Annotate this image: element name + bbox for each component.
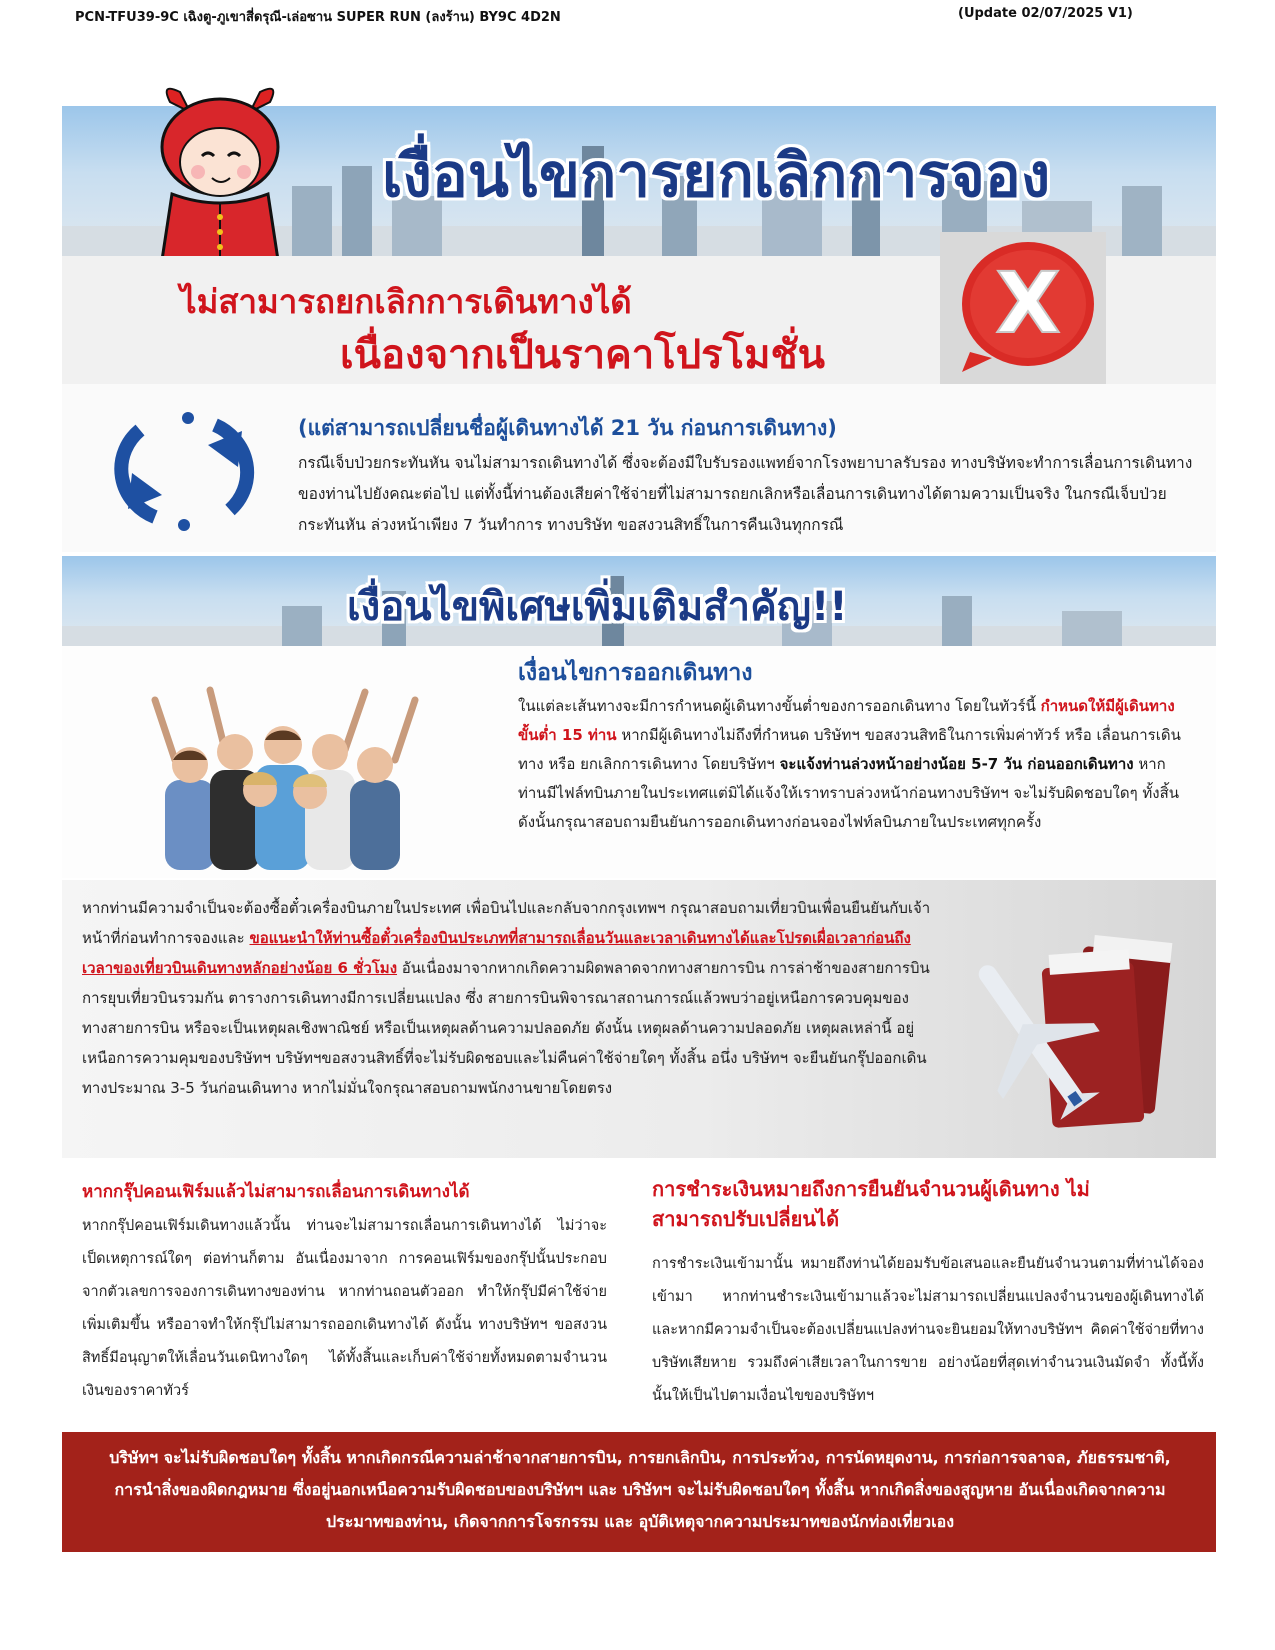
promo-reason-heading: เนื่องจากเป็นราคาโปรโมชั่น [340, 332, 825, 378]
group-confirmed-body: หากกรุ๊ปคอนเฟิร์มเดินทางแล้วนั้น ท่านจะไม่สามารถเลื่อนการเดินทางได้ ไม่ว่าจะเป็ดเหตุการณ์ใดๆ ต่อท่านก็ตาม อันเนื่องมาจาก การคอนเฟิร์มของกรุ๊ปนั้นประกอบจากตัวเลขการจองการเดินทางของท่าน หากท่านถอนตัวออก ทำให้กรุ๊ปมีค่าใช้จ่ายเพิ่มเติมขึ้น หรืออาจทำให้กรุ๊ปไม่สามารถออกเดินทางได้ ดังนั้น ทางบริษัทฯ ขอสงวนสิทธิ์มีอนุญาตให้เลื่อนวันเดนิทางใดๆ ได้ทั้งสิ้นและเก็บค่าใช้จ่ายทั้งหมดตามจำนวนเงินของราคาทัวร์ [82, 1218, 607, 1399]
doc-header-title: PCN-TFU39-9C เฉิงตู-ภูเขาสี่ดรุณี-เล่อซาน SUPER RUN (ลงร้าน) BY9C 4D2N [75, 10, 561, 25]
refresh-arrows-icon [110, 405, 260, 535]
x-mark-glyph: X [995, 254, 1061, 352]
doc-update-date: (Update 02/07/2025 V1) [958, 6, 1133, 21]
departure-min-pax: กำหนดให้มีผู้เดินทางขั้นต่ำ 15 ท่าน [518, 697, 1175, 744]
payment-body: การชำระเงินเข้ามานั้น หมายถึงท่านได้ยอมรับข้อเสนอและยืนยันจำนวนตามที่ท่านได้จองเข้ามา หากท่านชำระเงินเข้ามาแล้วจะไม่สามารถเปลี่ยนแปลงจำนวนของผู้เดินทางได้และหากมีความจำเป็นจะต้องเปลี่ยนแปลงท่านจะยินยอมให้ทางบริษัทฯ คิดค่าใช้จ่ายที่ทางบริษัทเสียหาย รวมถึงค่าเสียเวลาในการขาย อย่างน้อยที่สุดเท่าจำนวนเงินมัดจำ ทั้งนี้ทั้งนั้นให้เป็นไปตามเงื่อนไขของบริษัทฯ [652, 1256, 1204, 1404]
group-confirmed-title: หากกรุ๊ปคอนเฟิร์มแล้วไม่สามารถเลื่อนการเดินทางได้ [82, 1182, 470, 1202]
departure-text-1: ในแต่ละเส้นทางจะมีการกำหนดผู้เดินทางขั้นต่ำของการออกเดินทาง โดยในทัวร์นี้ [518, 697, 1041, 715]
departure-text-2: หากมีผู้เดินทางไม่ถึงที่กำหนด บริษัทฯ ขอสงวนสิทธิในการเพิ่มค่าทัวร์ หรือ เลื่อนการเดินทาง หรือ ยกเลิกการเดินทาง โดยบริษัทฯ [518, 726, 1181, 773]
flight-text-2: อันเนื่องมาจากหากเกิดความผิดพลาดจากทางสายการบิน การล่าช้าของสายการบิน การยุบเที่ยวบินรวมกัน ตารางการเดินทางมีการเปลี่ยนแปลง ซึ่ง สายการบินพิจารณาสถานการณ์แล้วพบว่าอยู่เหนือการควบคุมของทางสายการบิน หรือจะเป็นเหตุผลเชิงพาณิชย์ หรือเป็นเหตุผลด้านความปลอดภัย ดังนั้น เหตุผลด้านความปลอดภัย เหตุผลเหล่านี้ อยู่เหนือการความคุมของบริษัทฯ บริษัทฯขอสงวนสิทธิ์ที่จะไม่รับผิดชอบและไม่คืนค่าใช้จ่ายใดๆ ทั้งสิ้น อนึ่ง บริษัทฯ จะยืนยันกรุ๊ปออกเดินทางประมาณ 3-5 วันก่อนเดินทาง หากไม่มั่นใจกรุณาสอบถามพนักงานขายโดยตรง [82, 959, 930, 1097]
flight-text-1: หากท่านมีความจำเป็นจะต้องซื้อตั๋วเครื่องบินภายในประเทศ เพื่อบินไปและกลับจากกรุงเทพฯ กรุณาสอบถามเที่ยวบินเพื่อนยืนยันกับเจ้าหน้าที่ก่อนทำการจองและ [82, 899, 931, 947]
airplane-passport-illustration [975, 930, 1195, 1130]
cancel-x-icon [940, 232, 1106, 384]
no-cancel-heading: ไม่สามารถยกเลิกการเดินทางได้ [180, 282, 632, 321]
flight-recommendation: ขอแนะนำให้ท่านซื้อตั๋วเครื่องบินประเภทที่สามารถเลื่อนวันและเวลาเดินทางได้และโปรดเผื่อเวลาก่อนถึงเวลาของเที่ยวบินเดินทางหลักอย่างน้อย 6 ชั่วโมง [82, 929, 911, 977]
departure-text-3: หากท่านมีไฟล์ทบินภายในประเทศแต่มิได้แจ้งให้เราทราบล่วงหน้าก่อนทางบริษัทฯ จะไม่รับผิดชอบใดๆ ทั้งสิ้น ดังนั้นกรุณาสอบถามยืนยันการออกเดินทางก่อนจองไฟท์ลบินภายในประเทศทุกครั้ง [518, 755, 1180, 831]
dragon-mascot-illustration [150, 82, 290, 262]
name-change-body: กรณีเจ็บป่วยกระทันหัน จนไม่สามารถเดินทางได้ ซึ่งจะต้องมีใบรับรองแพทย์จากโรงพยาบาลรับรอง ทางบริษัทจะทำการเลื่อนการเดินทางของท่านไปยังคณะต่อไป แต่ทั้งนี้ท่านต้องเสียค่าใช้จ่ายที่ไม่สามารถยกเลิกหรือเลื่อนการเดินทางได้ตามความเป็นจริง ในกรณีเจ็บป่วยกระทันหัน ล่วงหน้าเพียง 7 วันทำการ ทางบริษัท ขอสงวนสิทธิ์ในการคืนเงินทุกกรณี [298, 454, 1193, 534]
banner-title-cancel: เงื่อนไขการยกเลิกการจอง [382, 141, 1051, 211]
banner-special-conditions [62, 556, 1216, 646]
cancel-x-icon-box [940, 232, 1106, 384]
departure-title: เงื่อนไขการออกเดินทาง [518, 660, 753, 686]
happy-group-photo [135, 680, 435, 870]
departure-body [518, 692, 1193, 837]
name-change-title: (แต่สามารถเปลี่ยนชื่อผู้เดินทางได้ 21 วัน ก่อนการเดินทาง) [298, 416, 837, 440]
domestic-flight-body [82, 893, 932, 1103]
banner-title-special: เงื่อนไขพิเศษเพิ่มเติมสำคัญ!! [347, 584, 848, 630]
payment-title: การชำระเงินหมายถึงการยืนยันจำนวนผู้เดินทาง ไม่สามารถปรับเปลี่ยนได้ [652, 1177, 1090, 1231]
liability-footer-text: บริษัทฯ จะไม่รับผิดชอบใดๆ ทั้งสิ้น หากเกิดกรณีความล่าช้าจากสายการบิน, การยกเลิกบิน, การประท้วง, การนัดหยุดงาน, การก่อการจลาจล, ภัยธรรมชาติ, การนำสิ่งของผิดกฎหมาย ซึ่งอยู่นอกเหนือความรับผิดชอบของบริษัทฯ และ บริษัทฯ จะไม่รับผิดชอบใดๆ ทั้งสิ้น หากเกิดสิ่งของสูญหาย อันเนื่องเกิดจากความประมาทของท่าน, เกิดจากการโจรกรรม และ อุบัติเหตุจากความประมาทของนักท่องเที่ยวเอง [109, 1448, 1171, 1531]
departure-notice-period: จะแจ้งท่านล่วงหน้าอย่างน้อย 5-7 วัน ก่อนออกเดินทาง [779, 755, 1134, 773]
